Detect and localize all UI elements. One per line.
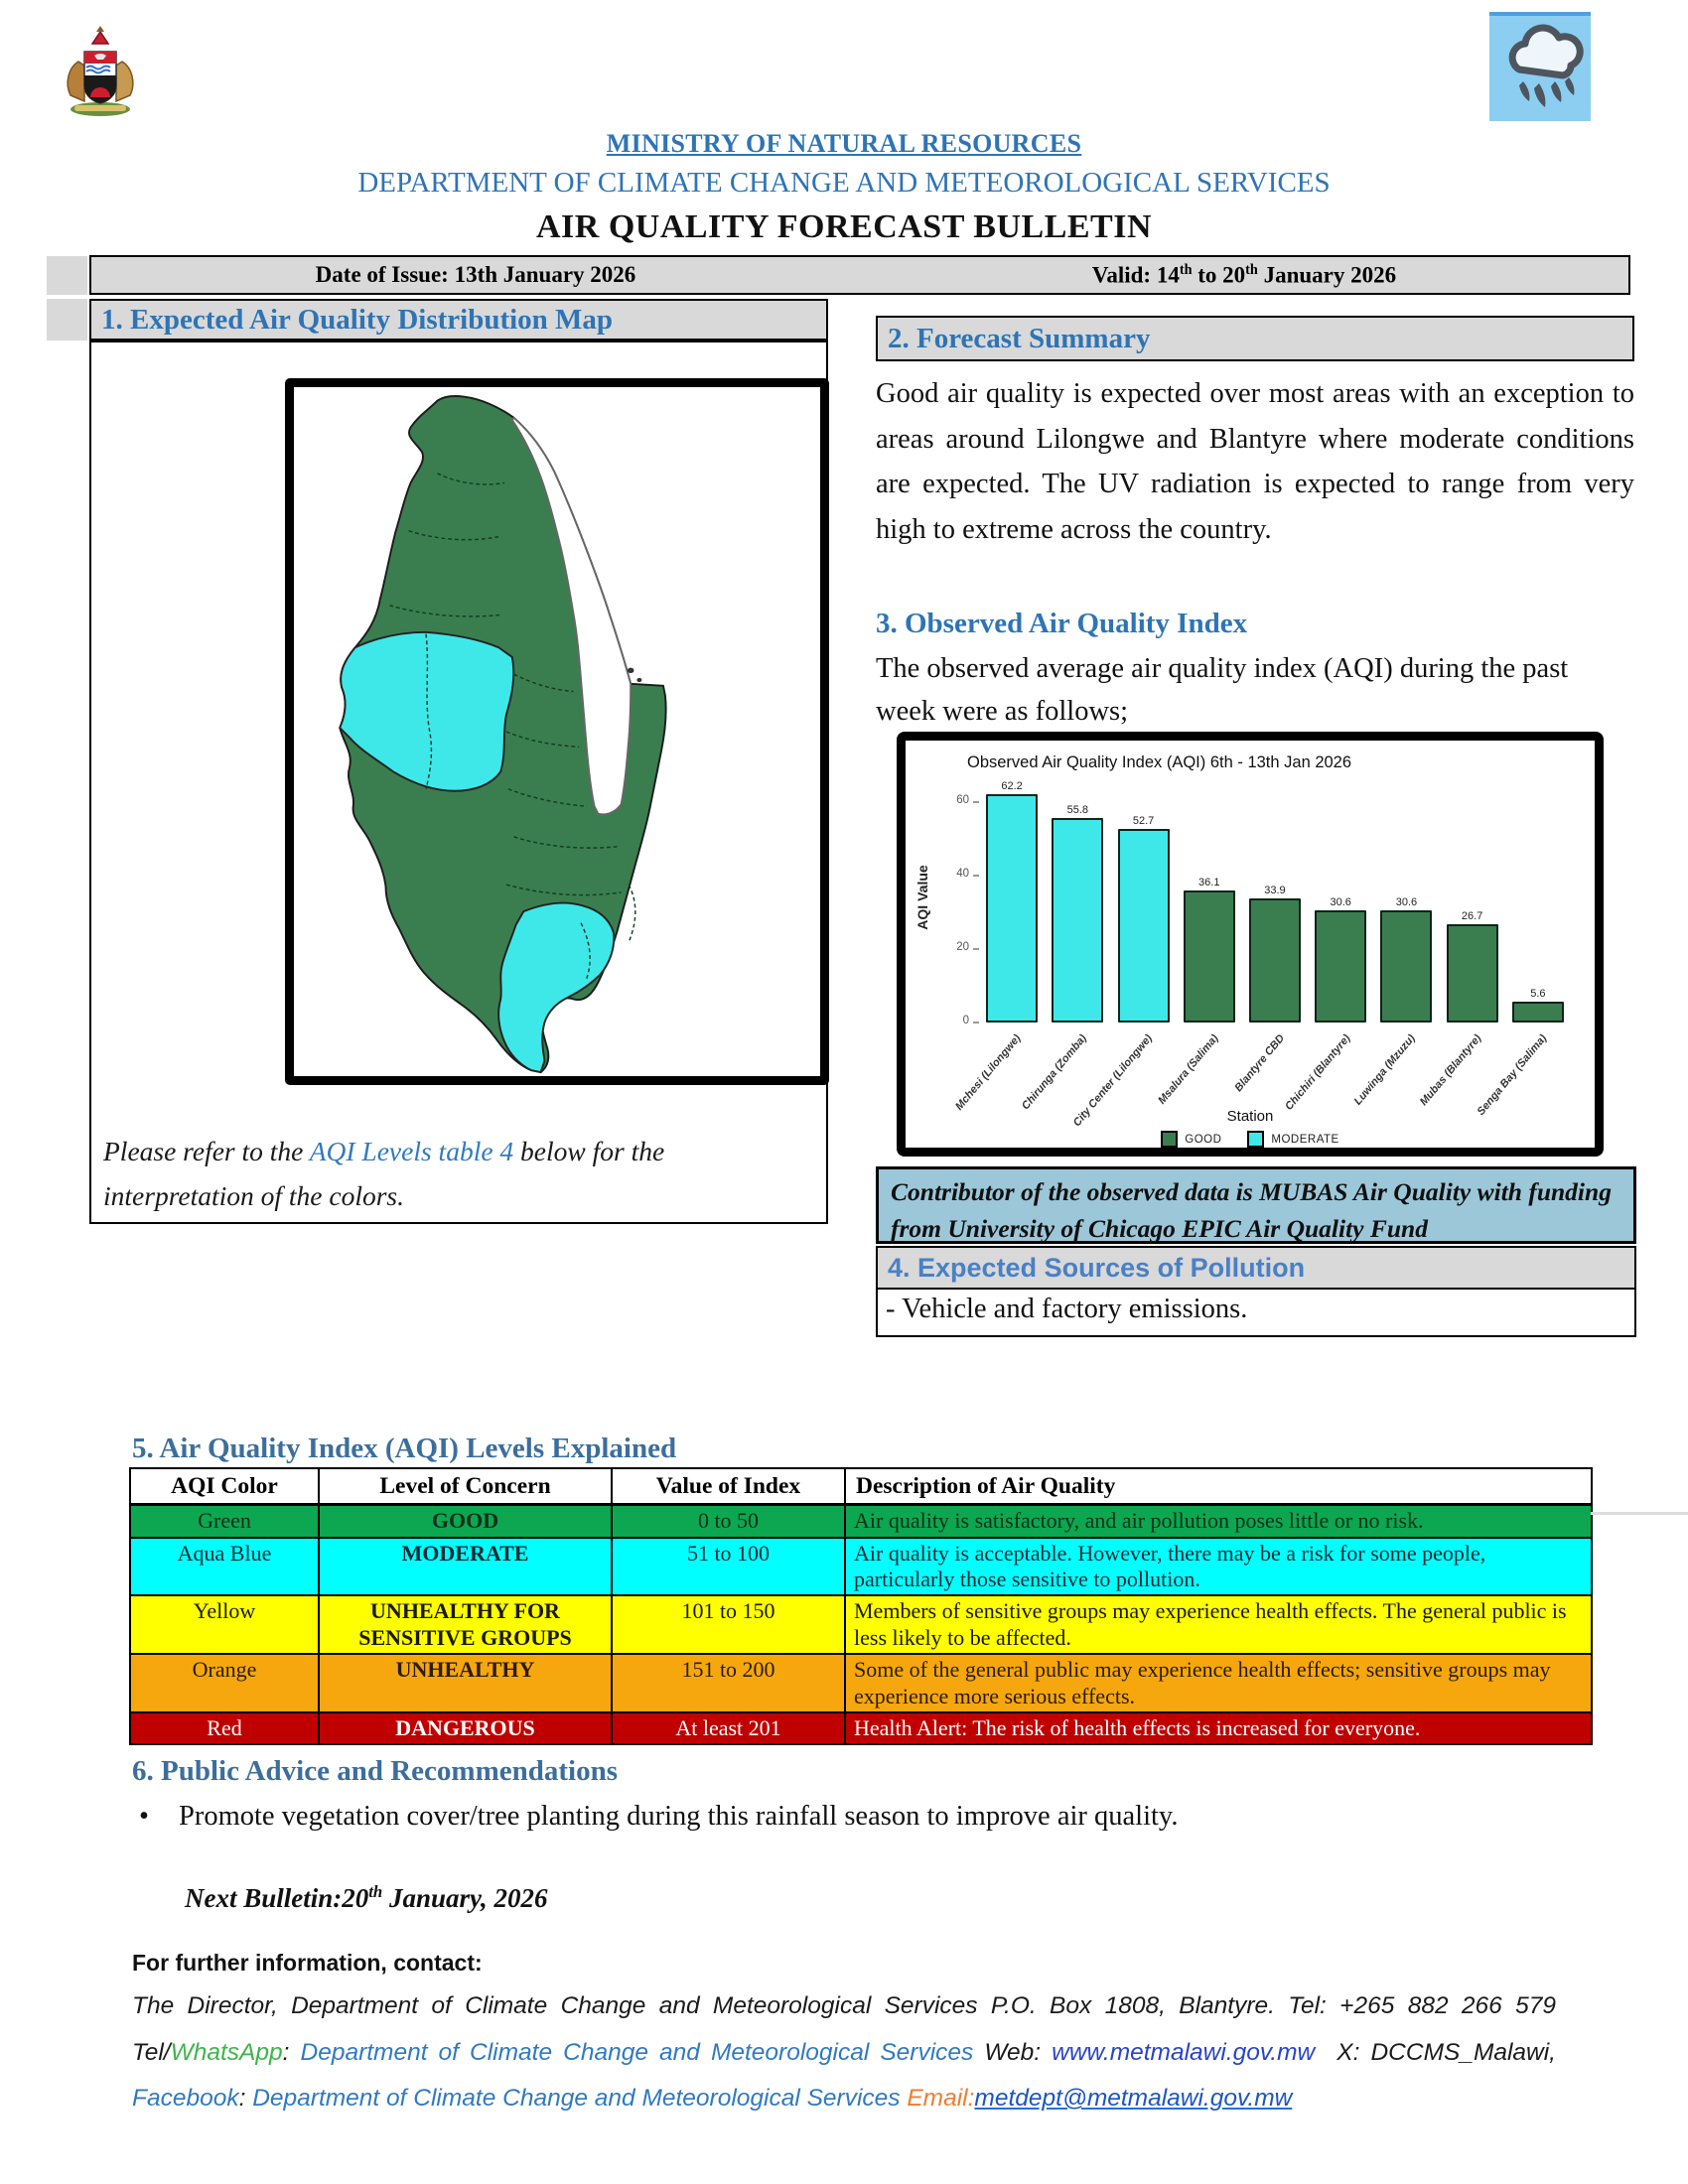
bar-value-label: 52.7 bbox=[1132, 815, 1155, 828]
aqi-table-header: Description of Air Quality bbox=[845, 1468, 1592, 1505]
aqi-table-cell: 101 to 150 bbox=[612, 1595, 845, 1654]
map-panel bbox=[89, 341, 828, 1224]
section4-header bbox=[876, 1246, 1636, 1290]
x-handle: DCCMS_Malawi, bbox=[1370, 2038, 1556, 2066]
bar-moderate bbox=[986, 794, 1038, 1023]
malawi-coat-of-arms-logo bbox=[55, 22, 146, 117]
bar-slot bbox=[1045, 804, 1110, 1023]
aqi-table-cell: Green bbox=[130, 1505, 319, 1538]
bar-moderate bbox=[1118, 829, 1170, 1023]
aqi-table-cell: Air quality is acceptable. However, there may be a risk for some people, particularly those sensitive to pollution. bbox=[845, 1538, 1592, 1596]
aqi-table-row bbox=[130, 1538, 1592, 1596]
tel-label: Tel/ bbox=[132, 2038, 171, 2066]
issue-valid-bar bbox=[89, 255, 1630, 295]
advice-text: Promote vegetation cover/tree planting during this rainfall season to improve air quality. bbox=[178, 1801, 1179, 1832]
aqi-table-header: AQI Color bbox=[130, 1468, 319, 1505]
bar-value-label: 36.1 bbox=[1198, 876, 1220, 888]
advice-bullet bbox=[139, 1801, 1549, 1833]
bar-value-label: 33.9 bbox=[1264, 884, 1286, 896]
x-axis-tick: Luwinga (Mzuzu) bbox=[1352, 1032, 1419, 1108]
x-axis-tick: Chirunga (Zomba) bbox=[1020, 1032, 1090, 1113]
legend-swatch bbox=[1247, 1131, 1264, 1148]
email-link[interactable]: metdept@metmalawi.gov.mw bbox=[974, 2085, 1293, 2113]
aqi-table-cell: Some of the general public may experience health effects; sensitive groups may experience more serious effects. bbox=[845, 1654, 1592, 1712]
bar-value-label: 30.6 bbox=[1330, 896, 1351, 909]
page-title: AIR QUALITY FORECAST BULLETIN bbox=[535, 208, 1153, 245]
aqi-table-header: Value of Index bbox=[612, 1468, 845, 1505]
malawi-aqi-map bbox=[285, 378, 829, 1085]
aqi-table-cell: Air quality is satisfactory, and air pollution poses little or no risk. bbox=[845, 1505, 1592, 1538]
aqi-table-cell: MODERATE bbox=[319, 1538, 612, 1596]
aqi-table-cell: 151 to 200 bbox=[612, 1654, 845, 1712]
chart-plot-area: 0 20 40 60 62.2 55.8 52.7 36.1 33.9 30.6 30.6 26.7 5.6 bbox=[979, 784, 1571, 1023]
facebook-label: Facebook bbox=[132, 2085, 239, 2113]
dept-whatsapp-link[interactable]: Department of Climate Change and Meteorological Services bbox=[300, 2038, 974, 2066]
forecast-summary-text: Good air quality is expected over most areas with an exception to areas around Lilongwe and Blantyre where moderate conditions are expected. The UV radiation is expected to range from very high to extreme across the country. bbox=[876, 378, 1634, 545]
legend-swatch bbox=[1161, 1131, 1178, 1148]
contact-heading: For further information, contact: bbox=[132, 1950, 483, 1976]
next-bulletin: Next Bulletin:20th January, 2026 bbox=[185, 1882, 548, 1913]
contributor-note: Contributor of the observed data is MUBAS Air Quality with funding from University of Chicago EPIC Air Quality Fund bbox=[876, 1166, 1636, 1244]
legend-item bbox=[1247, 1131, 1338, 1148]
bar-slot bbox=[1440, 910, 1505, 1023]
pollution-sources-text: - Vehicle and factory emissions. bbox=[876, 1290, 1636, 1337]
chart-legend bbox=[906, 1131, 1595, 1148]
chart-x-axis-label: Station bbox=[1226, 1108, 1274, 1125]
chart-title: Observed Air Quality Index (AQI) 6th - 13th Jan 2026 bbox=[967, 753, 1352, 771]
aqi-table-cell: Red bbox=[130, 1712, 319, 1744]
x-axis-tick: Senga Bay (Salima) bbox=[1475, 1032, 1550, 1118]
section5-title: 5. Air Quality Index (AQI) Levels Explained bbox=[132, 1433, 677, 1464]
bar-slot bbox=[1177, 877, 1242, 1023]
bar-value-label: 55.8 bbox=[1066, 803, 1089, 816]
dept-facebook-link[interactable]: Department of Climate Change and Meteorological Services bbox=[252, 2085, 908, 2113]
aqi-table-link[interactable]: AQI Levels table 4 bbox=[309, 1136, 514, 1166]
legend-item bbox=[1161, 1131, 1221, 1148]
x-axis-labels bbox=[953, 1026, 1571, 1130]
section6-title: 6. Public Advice and Recommendations bbox=[132, 1755, 618, 1787]
aqi-table-cell: At least 201 bbox=[612, 1712, 845, 1744]
email-label: Email: bbox=[907, 2085, 975, 2113]
whatsapp-label: WhatsApp bbox=[170, 2038, 283, 2066]
section4-title: 4. Expected Sources of Pollution bbox=[888, 1252, 1306, 1283]
aqi-table-cell: UNHEALTHY FOR SENSITIVE GROUPS bbox=[319, 1595, 612, 1654]
contact-line1: The Director, Department of Climate Change and Meteorological Services P.O. Box 1808, Blantyre. Tel: +265 882 266 579 bbox=[132, 1992, 1556, 2019]
rain-cloud-icon-svg bbox=[1489, 12, 1591, 121]
aqi-table-row bbox=[130, 1505, 1592, 1538]
bar-value-label: 26.7 bbox=[1461, 910, 1483, 923]
aqi-table-row bbox=[130, 1712, 1592, 1744]
website-link[interactable]: www.metmalawi.gov.mw bbox=[1052, 2038, 1316, 2066]
bar-good bbox=[1380, 910, 1432, 1023]
rain-cloud-icon bbox=[1489, 12, 1591, 121]
aqi-table-header: Level of Concern bbox=[319, 1468, 612, 1505]
bar-slot bbox=[979, 780, 1045, 1023]
valid-range: Valid: 14th to 20th January 2026 bbox=[1091, 261, 1397, 288]
bar-slot bbox=[1110, 815, 1176, 1023]
date-of-issue: Date of Issue: 13th January 2026 bbox=[315, 262, 636, 287]
map-region-moderate-south bbox=[498, 903, 614, 1072]
aqi-table-cell: UNHEALTHY bbox=[319, 1654, 612, 1712]
bar-slot bbox=[1308, 896, 1373, 1023]
section1-header bbox=[89, 299, 828, 341]
section2-title: 2. Forecast Summary bbox=[888, 322, 1151, 354]
aqi-levels-table bbox=[129, 1467, 1593, 1745]
section1-title: 1. Expected Air Quality Distribution Map bbox=[101, 303, 614, 336]
aqi-table-row bbox=[130, 1595, 1592, 1654]
bar-slot bbox=[1242, 885, 1308, 1023]
contact-block: The Director, Department of Climate Change and Meteorological Services P.O. Box 1808, Blantyre. Tel: +265 882 266 579 Tel/WhatsApp: Department of Climate Change and Meteorological Services Web: www.metmalawi.gov.mw X: DCCMS_Malawi, Facebook: Department of Climate Change and Meteorological Services Email:metdept@metmalawi.gov.mw bbox=[132, 1992, 1556, 2113]
margin-stub-top bbox=[47, 256, 87, 295]
legend-label: MODERATE bbox=[1271, 1133, 1339, 1146]
aqi-table-cell: 0 to 50 bbox=[612, 1505, 845, 1538]
table-artifact-line bbox=[1591, 1512, 1688, 1515]
department-title: DEPARTMENT OF CLIMATE CHANGE AND METEOROLOGICAL SERVICES bbox=[357, 167, 1331, 199]
bar-value-label: 62.2 bbox=[1001, 780, 1023, 793]
aqi-table-cell: Members of sensitive groups may experience health effects. The general public is less likely to be affected. bbox=[845, 1595, 1592, 1654]
aqi-bar-chart bbox=[897, 732, 1604, 1157]
legend-label: GOOD bbox=[1185, 1133, 1222, 1146]
bar-good bbox=[1512, 1002, 1564, 1023]
x-axis-tick: Mchesi (Lilongwe) bbox=[953, 1032, 1024, 1113]
ministry-title: MINISTRY OF NATURAL RESOURCES bbox=[606, 129, 1082, 158]
observed-aqi-intro: The observed average air quality index (AQI) during the past week were as follows; bbox=[876, 653, 1569, 727]
aqi-table-cell: DANGEROUS bbox=[319, 1712, 612, 1744]
bar-value-label: 5.6 bbox=[1530, 988, 1546, 1001]
aqi-table-cell: Health Alert: The risk of health effects is increased for everyone. bbox=[845, 1712, 1592, 1744]
aqi-table-cell: GOOD bbox=[319, 1505, 612, 1538]
aqi-table-cell: Yellow bbox=[130, 1595, 319, 1654]
bar-good bbox=[1315, 910, 1366, 1023]
aqi-table-cell: Orange bbox=[130, 1654, 319, 1712]
bar-slot bbox=[1373, 896, 1439, 1023]
malawi-map-svg bbox=[294, 387, 820, 1076]
aqi-table-cell: 51 to 100 bbox=[612, 1538, 845, 1596]
x-axis-tick: City Center (Lilongwe) bbox=[1071, 1032, 1156, 1130]
x-axis-tick: Blantyre CBD bbox=[1232, 1032, 1287, 1095]
section3-title: 3. Observed Air Quality Index bbox=[876, 608, 1248, 639]
chart-bars bbox=[979, 780, 1571, 1023]
aqi-table-cell: Aqua Blue bbox=[130, 1538, 319, 1596]
bar-good bbox=[1447, 924, 1498, 1023]
bar-moderate bbox=[1052, 818, 1103, 1023]
margin-stub-bottom bbox=[47, 299, 87, 341]
map-note: Please refer to the AQI Levels table 4 below for the interpretation of the colors. bbox=[103, 1136, 665, 1212]
x-axis-tick: Msalura (Salima) bbox=[1156, 1032, 1221, 1107]
bar-slot bbox=[1505, 988, 1571, 1023]
coat-of-arms-icon bbox=[55, 22, 146, 117]
aqi-table-row bbox=[130, 1654, 1592, 1712]
bullet-marker: • bbox=[139, 1801, 149, 1832]
chart-y-axis-label: AQI Value bbox=[914, 865, 930, 930]
x-axis-tick: Mubas (Blantyre) bbox=[1417, 1032, 1484, 1109]
x-axis-tick: Chichiri (Blantyre) bbox=[1282, 1032, 1353, 1113]
bar-value-label: 30.6 bbox=[1395, 896, 1418, 909]
bar-good bbox=[1249, 898, 1301, 1023]
section2-header bbox=[876, 316, 1634, 361]
bar-good bbox=[1184, 890, 1235, 1023]
